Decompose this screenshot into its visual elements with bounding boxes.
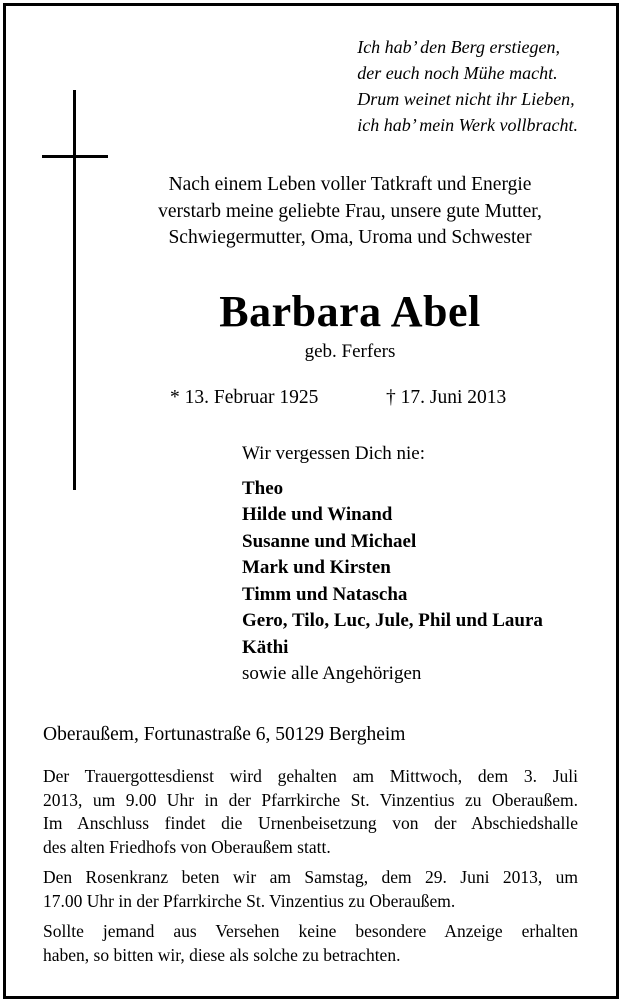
notice-line: haben, so bitten wir, diese als solche zu betrachten. (43, 944, 401, 965)
notice-line: Im Anschluss findet die Urnenbeisetzung von der Abschiedshalle (43, 813, 578, 833)
intro-line: Schwiegermutter, Oma, Uroma und Schwester (168, 227, 532, 248)
poem-line: Ich hab’ den Berg erstiegen, (357, 37, 560, 57)
family-address: Oberaußem, Fortunastraße 6, 50129 Bergheim (43, 724, 406, 745)
notice-line: Den Rosenkranz beten wir am Samstag, dem 29. Juni 2013, um (43, 867, 578, 887)
mourner-name: Timm und Natascha (242, 583, 408, 605)
mourners-others: sowie alle Angehörigen (242, 663, 422, 684)
poem-line: ich hab’ mein Werk vollbracht. (357, 115, 578, 135)
poem-line: Drum weinet nicht ihr Lieben, (357, 89, 575, 109)
intro-line: Nach einem Leben voller Tatkraft und Energie (168, 174, 532, 195)
funeral-service-notice (43, 765, 578, 859)
birth-date: * 13. Februar 1925 (170, 387, 319, 408)
notice-line: des alten Friedhofs von Oberaußem statt. (43, 836, 331, 857)
poem-line: der euch noch Mühe macht. (357, 63, 558, 83)
memorial-poem (357, 34, 578, 138)
mourner-name: Gero, Tilo, Luc, Jule, Phil und Laura (242, 610, 543, 631)
mourner-name: Susanne und Michael (242, 530, 417, 552)
notice-line: Der Trauergottesdienst wird gehalten am Mittwoch, dem 3. Juli (43, 766, 578, 786)
cross-vertical-bar (73, 90, 76, 490)
mourners-heading: Wir vergessen Dich nie: (242, 443, 426, 464)
maiden-name: geb. Ferfers (304, 341, 396, 362)
intro-text (110, 172, 590, 252)
mourner-name: Hilde und Winand (242, 504, 393, 525)
rosary-notice (43, 866, 578, 913)
cross-horizontal-bar (42, 155, 108, 158)
death-date: † 17. Juni 2013 (386, 387, 507, 408)
mourner-name: Mark und Kirsten (242, 557, 391, 578)
notice-line: Sollte jemand aus Versehen keine besondere Anzeige erhalten (43, 921, 578, 941)
intro-line: verstarb meine geliebte Frau, unsere gute Mutter, (158, 200, 542, 222)
mourner-name: Käthi (242, 636, 289, 658)
no-invitation-notice (43, 920, 578, 967)
mourners-block (242, 441, 543, 688)
notice-line: 2013, um 9.00 Uhr in der Pfarrkirche St. Vinzentius zu Oberaußem. (43, 789, 578, 810)
mourner-name: Theo (242, 477, 284, 499)
deceased-name: Barbara Abel (219, 287, 481, 336)
notice-line: 17.00 Uhr in der Pfarrkirche St. Vinzentius zu Oberaußem. (43, 890, 456, 911)
